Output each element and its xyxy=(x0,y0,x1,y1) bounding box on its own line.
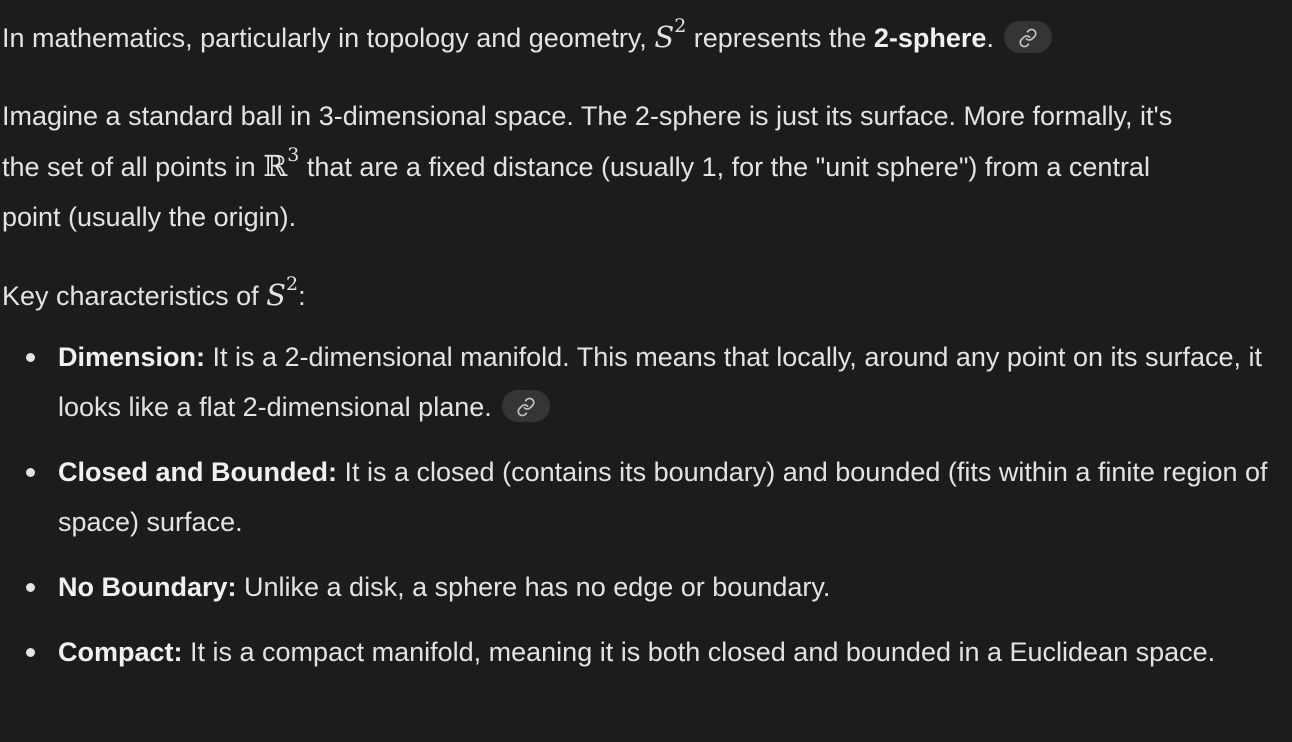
source-link-button[interactable] xyxy=(502,390,550,422)
definition-line-2: the set of all points in xyxy=(2,152,264,182)
bullet-icon xyxy=(26,648,35,657)
list-item xyxy=(2,627,1290,677)
list-item xyxy=(2,447,1290,547)
math-exponent: 2 xyxy=(674,15,687,38)
math-symbol: S xyxy=(654,20,675,54)
math-real-symbol: ℝ xyxy=(263,149,288,183)
item-text: It is a compact manifold, meaning it is both closed and bounded in a Euclidean space. xyxy=(182,637,1216,667)
source-link-button[interactable] xyxy=(1004,21,1052,53)
bullet-icon xyxy=(26,353,35,362)
item-title: Compact: xyxy=(58,637,183,667)
definition-line-3: point (usually the origin). xyxy=(2,202,297,232)
item-text: It is a closed (contains its boundary) and bounded (fits within a finite region of space) surface. xyxy=(58,457,1268,537)
bullet-icon xyxy=(26,468,35,477)
definition-paragraph xyxy=(2,91,1290,242)
characteristics-list xyxy=(2,332,1290,677)
list-item xyxy=(2,562,1290,612)
math-s2 xyxy=(654,15,687,54)
math-r3 xyxy=(263,144,300,183)
item-title: Dimension: xyxy=(58,342,206,372)
intro-text: In mathematics, particularly in topology and geometry, xyxy=(2,23,655,53)
link-icon xyxy=(1018,28,1038,48)
bold-term: 2-sphere xyxy=(873,23,987,53)
bullet-icon xyxy=(26,583,35,592)
math-exponent: 3 xyxy=(287,144,300,167)
definition-line-1: Imagine a standard ball in 3-dimensional space. The 2-sphere is just its surface. More formally, it's xyxy=(2,101,1173,131)
characteristics-heading xyxy=(2,270,1290,321)
intro-text-continued: represents the xyxy=(686,23,874,53)
intro-paragraph xyxy=(2,12,1290,63)
math-symbol: S xyxy=(266,278,286,312)
heading-colon: : xyxy=(298,281,306,311)
list-item xyxy=(2,332,1290,432)
item-text: It is a 2-dimensional manifold. This means that locally, around any point on its surface, it looks like a flat 2-dimensional plane. xyxy=(58,342,1263,422)
math-exponent: 2 xyxy=(285,273,299,296)
math-s2 xyxy=(266,273,299,312)
item-text: Unlike a disk, a sphere has no edge or boundary. xyxy=(236,572,831,602)
response-content xyxy=(2,12,1290,692)
item-title: No Boundary: xyxy=(58,572,237,602)
item-title: Closed and Bounded: xyxy=(58,457,337,487)
heading-text: Key characteristics of xyxy=(2,281,267,311)
intro-period: . xyxy=(986,23,994,53)
link-icon xyxy=(516,397,536,417)
definition-line-2-continued: that are a fixed distance (usually 1, for the "unit sphere") from a central xyxy=(299,152,1150,182)
